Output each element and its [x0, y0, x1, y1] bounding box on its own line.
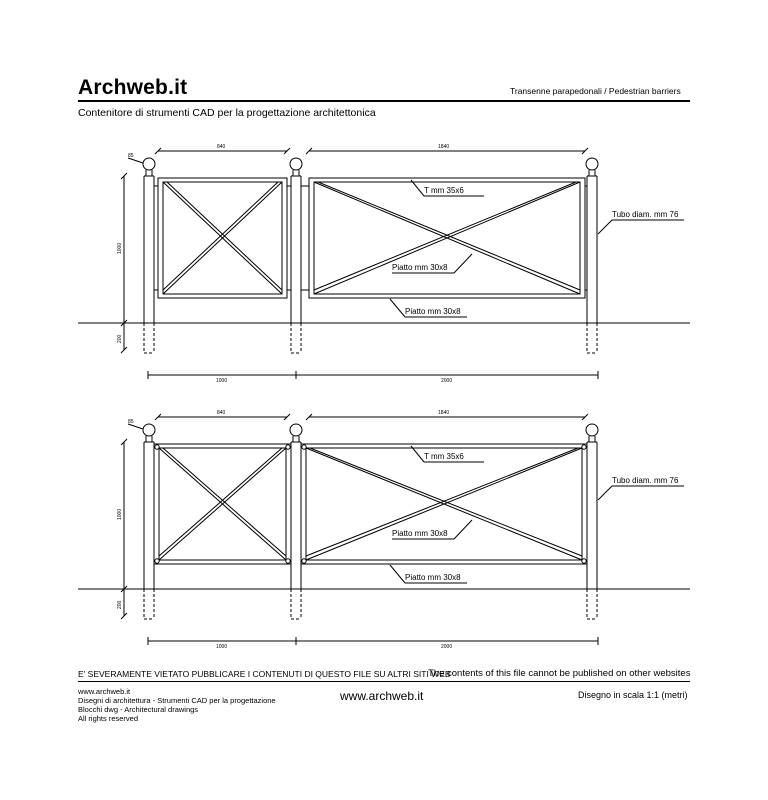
- barrier-elevation-top: [78, 144, 690, 384]
- post-ball-finial: [143, 158, 155, 170]
- label-tube: Tubo diam. mm 76: [612, 476, 679, 485]
- leader-flat-bottom: [390, 565, 405, 583]
- dimension-label-buried: 200: [117, 600, 123, 609]
- footer-website: www.archweb.it: [340, 689, 424, 703]
- dimension-label-post-diameter: 85: [128, 153, 134, 159]
- post-ball-finial: [586, 424, 598, 436]
- dimension-label-span-small: 1000: [216, 378, 228, 384]
- leader-flat-diagonal: [454, 520, 472, 539]
- panel-small: [158, 178, 287, 298]
- label-t-profile: T mm 35x6: [424, 452, 464, 461]
- label-flat-diagonal: Piatto mm 30x8: [392, 263, 448, 272]
- label-t-profile: T mm 35x6: [424, 186, 464, 195]
- dimension-label-span-small: 1000: [216, 644, 228, 650]
- copyright-warning-en: The contents of this file cannot be published on other websites: [428, 668, 691, 679]
- dimension-label-buried: 200: [117, 334, 123, 343]
- label-flat-bottom: Piatto mm 30x8: [405, 307, 461, 316]
- panel-bolt: [286, 445, 290, 449]
- panel-bolt: [286, 559, 290, 563]
- barrier-elevation-bottom: [78, 410, 690, 650]
- leader-tube: [598, 486, 612, 500]
- dimension-label-panel-large: 1840: [438, 144, 450, 150]
- footer-line-blocks: Blocchi dwg - Architectural drawings: [78, 705, 199, 714]
- dimension-label-height: 1000: [117, 242, 123, 254]
- dimension-label-span-large: 2000: [441, 644, 453, 650]
- sheet-title: Transenne parapedonali / Pedestrian barriers: [510, 86, 681, 96]
- leader-tube: [598, 220, 612, 234]
- label-flat-bottom: Piatto mm 30x8: [405, 573, 461, 582]
- post-ball-finial: [586, 158, 598, 170]
- sheet-subtitle: Contenitore di strumenti CAD per la progettazione architettonica: [78, 107, 376, 119]
- panel-bolt: [155, 445, 159, 449]
- brand-logo-text: Archweb.it: [78, 76, 188, 99]
- dimension-label-span-large: 2000: [441, 378, 453, 384]
- panel-bolt: [582, 559, 586, 563]
- footer-line-site: www.archweb.it: [78, 687, 131, 696]
- leader-flat-bottom: [390, 299, 405, 317]
- dimension-label-panel-small: 840: [217, 144, 226, 150]
- label-flat-diagonal: Piatto mm 30x8: [392, 529, 448, 538]
- post-ball-finial: [290, 424, 302, 436]
- panel-small: [154, 444, 291, 564]
- post-ball-finial: [290, 158, 302, 170]
- dimension-label-post-diameter: 85: [128, 419, 134, 425]
- panel-bolt: [582, 445, 586, 449]
- leader-flat-diagonal: [454, 254, 472, 273]
- footer-scale-note: Disegno in scala 1:1 (metri): [578, 690, 688, 700]
- post-ball-finial: [143, 424, 155, 436]
- copyright-warning-it: E' SEVERAMENTE VIETATO PUBBLICARE I CONTENUTI DI QUESTO FILE SU ALTRI SITI WEB: [78, 669, 451, 679]
- panel-bolt: [155, 559, 159, 563]
- footer-rule: [78, 681, 690, 682]
- dimension-label-panel-large: 1840: [438, 410, 450, 416]
- panel-bolt: [302, 559, 306, 563]
- panel-bolt: [302, 445, 306, 449]
- footer-line-rights: All rights reserved: [78, 714, 139, 723]
- label-tube: Tubo diam. mm 76: [612, 210, 679, 219]
- dimension-label-height: 1000: [117, 508, 123, 520]
- footer-line-description: Disegni di architettura - Strumenti CAD per la progettazione: [78, 696, 276, 705]
- dimension-label-panel-small: 840: [217, 410, 226, 416]
